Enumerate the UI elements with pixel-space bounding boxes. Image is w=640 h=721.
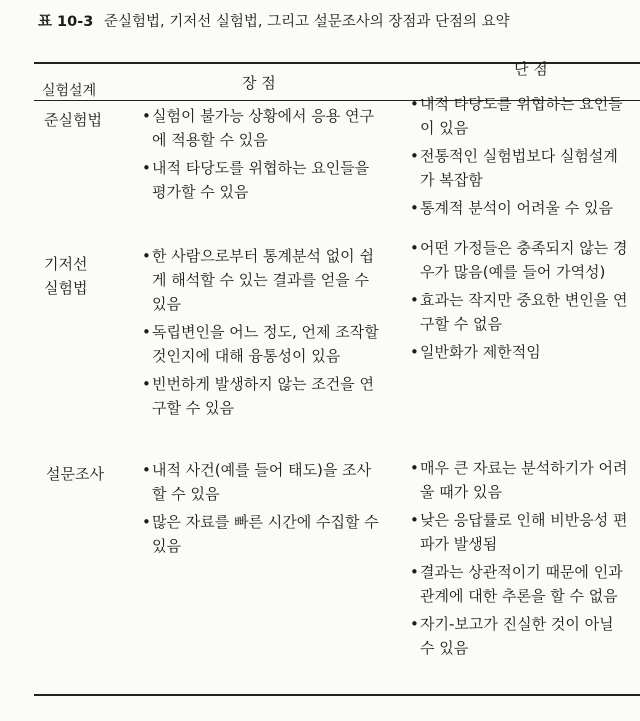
- pros-item: • 내적 타당도를 위협하는 요인들을 평가할 수 있음: [142, 156, 380, 204]
- header-pros: 장 점: [242, 74, 276, 92]
- cons-item: • 어떤 가정들은 충족되지 않는 경우가 많음(예를 들어 가역성): [410, 236, 632, 284]
- row-label-line: 준실험법: [44, 111, 102, 129]
- pros-item: • 많은 자료를 빠른 시간에 수집할 수 있음: [142, 510, 380, 558]
- pros-item: • 독립변인을 어느 정도, 언제 조작할 것인지에 대해 융통성이 있음: [142, 320, 380, 368]
- top-rule: [34, 62, 640, 64]
- cons-item: • 통계적 분석이 어려울 수 있음: [410, 196, 632, 220]
- header-cons: 단 점: [514, 60, 548, 78]
- table-label: 표 10-3: [38, 14, 94, 30]
- pros-item: • 내적 사건(예를 들어 태도)을 조사할 수 있음: [142, 458, 380, 506]
- cons-item: • 효과는 작지만 중요한 변인을 연구할 수 없음: [410, 288, 632, 336]
- pros-list-survey: [142, 458, 380, 562]
- row-label-survey: [46, 462, 104, 486]
- row-label-line: 기저선: [44, 255, 88, 273]
- cons-item: • 일반화가 제한적임: [410, 340, 632, 364]
- row-label-line: 실험법: [44, 279, 88, 297]
- row-label-baseline: [44, 252, 87, 300]
- cons-list-survey: [410, 456, 632, 664]
- bottom-rule: [34, 694, 640, 696]
- cons-item: • 결과는 상관적이기 때문에 인과관계에 대한 추론을 할 수 없음: [410, 560, 632, 608]
- cons-item: • 내적 타당도를 위협하는 요인들이 있음: [410, 92, 632, 140]
- cons-item: • 매우 큰 자료는 분석하기가 어려울 때가 있음: [410, 456, 632, 504]
- table-title: 준실험법, 기저선 실험법, 그리고 설문조사의 장점과 단점의 요약: [103, 14, 510, 30]
- cons-list-baseline: [410, 236, 632, 368]
- pros-list-quasi: [142, 104, 380, 208]
- cons-item: • 낮은 응답률로 인해 비반응성 편파가 발생됨: [410, 508, 632, 556]
- pros-item: • 실험이 불가능 상황에서 응용 연구에 적용할 수 있음: [142, 104, 380, 152]
- header-design: 실험설계: [42, 83, 97, 99]
- row-label-quasi: [44, 108, 102, 132]
- cons-item: • 전통적인 실험법보다 실험설계가 복잡함: [410, 144, 632, 192]
- pros-list-baseline: [142, 244, 380, 424]
- row-label-line: 설문조사: [46, 465, 104, 483]
- pros-item: • 한 사람으로부터 통계분석 없이 쉽게 해석할 수 있는 결과를 얻을 수 있음: [142, 244, 380, 316]
- cons-list-quasi: [410, 92, 632, 224]
- cons-item: • 자기-보고가 진실한 것이 아닐 수 있음: [410, 612, 632, 660]
- table-caption: [38, 10, 510, 31]
- pros-item: • 빈번하게 발생하지 않는 조건을 연구할 수 있음: [142, 372, 380, 420]
